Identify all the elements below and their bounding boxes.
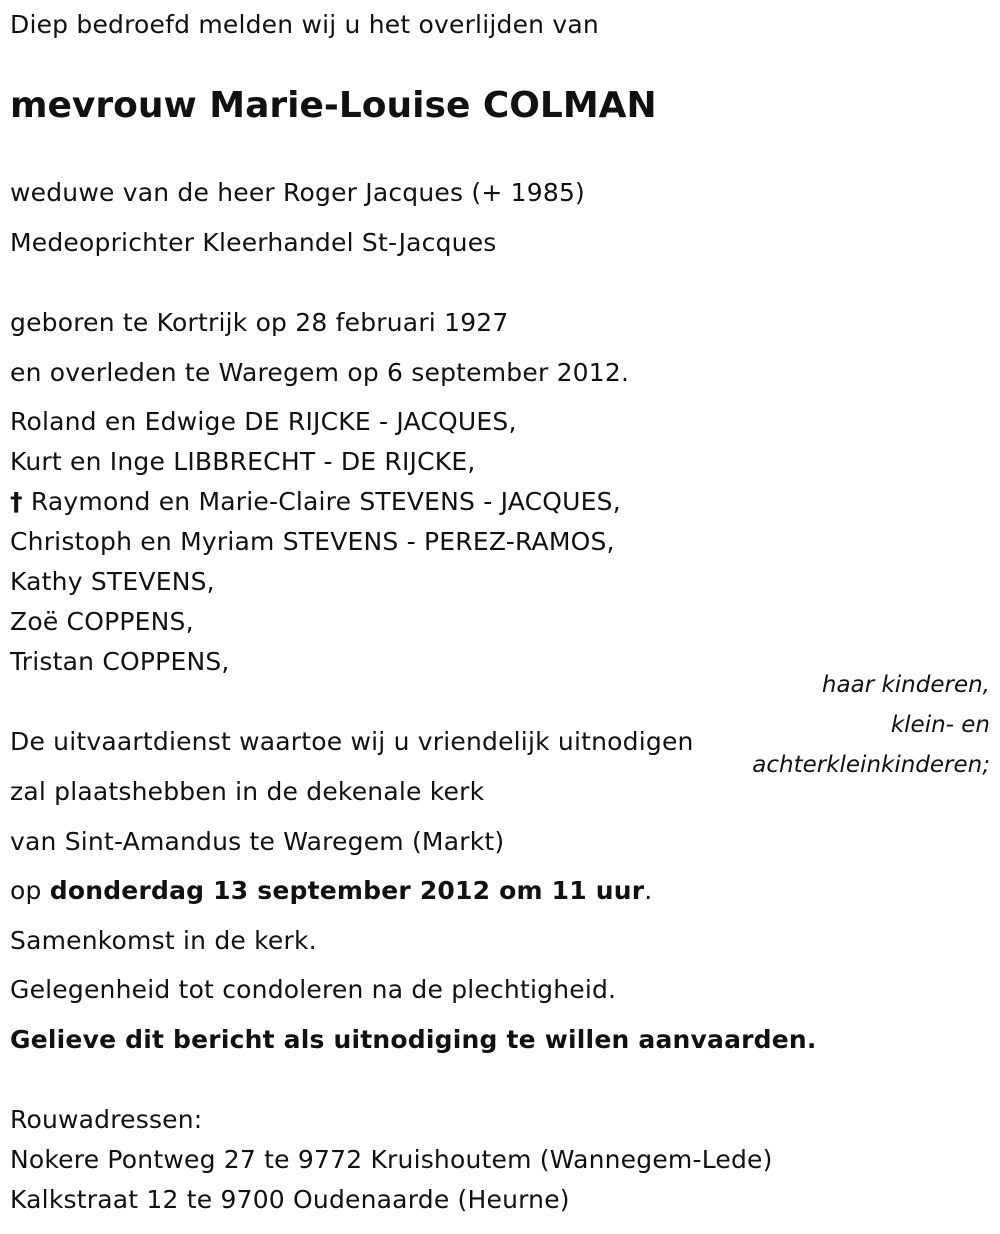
relation-line: klein- en: [890, 712, 990, 738]
family-member: Roland en Edwige DE RIJCKE - JACQUES,: [10, 407, 517, 436]
service-date: donderdag 13 september 2012 om 11 uur: [49, 876, 645, 905]
intro-text: Diep bedroefd melden wij u het overlijden van: [10, 10, 599, 39]
service-date-prefix: op: [10, 876, 42, 905]
died-line: en overleden te Waregem op 6 september 2012.: [10, 358, 630, 387]
deceased-name: mevrouw Marie-Louise COLMAN: [10, 85, 657, 126]
cross-icon: †: [10, 487, 23, 516]
service-date-line: [10, 875, 652, 907]
invitation-note: Gelieve dit bericht als uitnodiging te willen aanvaarden.: [10, 1025, 817, 1054]
relation-line: achterkleinkinderen;: [752, 752, 990, 778]
service-line: van Sint-Amandus te Waregem (Markt): [10, 827, 505, 856]
family-member: Kurt en Inge LIBBRECHT - DE RIJCKE,: [10, 447, 476, 476]
family-member-name: Raymond en Marie-Claire STEVENS - JACQUES,: [30, 487, 621, 516]
service-line: De uitvaartdienst waartoe wij u vriendelijk uitnodigen: [10, 727, 694, 756]
family-member: Tristan COPPENS,: [10, 647, 230, 676]
cofounder-line: Medeoprichter Kleerhandel St-Jacques: [10, 228, 497, 257]
condolences-line: Gelegenheid tot condoleren na de plechtigheid.: [10, 975, 617, 1004]
address-item: Kalkstraat 12 te 9700 Oudenaarde (Heurne): [10, 1185, 570, 1214]
service-line: zal plaatshebben in de dekenale kerk: [10, 777, 485, 806]
gathering-line: Samenkomst in de kerk.: [10, 926, 317, 955]
family-member: Christoph en Myriam STEVENS - PEREZ-RAMOS,: [10, 527, 615, 556]
relation-line: haar kinderen,: [821, 672, 990, 698]
addresses-label: Rouwadressen:: [10, 1105, 203, 1134]
address-item: Nokere Pontweg 27 te 9772 Kruishoutem (Wannegem-Lede): [10, 1145, 773, 1174]
service-date-suffix: .: [644, 876, 653, 905]
family-member: Kathy STEVENS,: [10, 567, 215, 596]
family-member-deceased: [10, 486, 621, 518]
born-line: geboren te Kortrijk op 28 februari 1927: [10, 308, 509, 337]
family-member: Zoë COPPENS,: [10, 607, 194, 636]
widow-line: weduwe van de heer Roger Jacques (+ 1985): [10, 178, 585, 207]
